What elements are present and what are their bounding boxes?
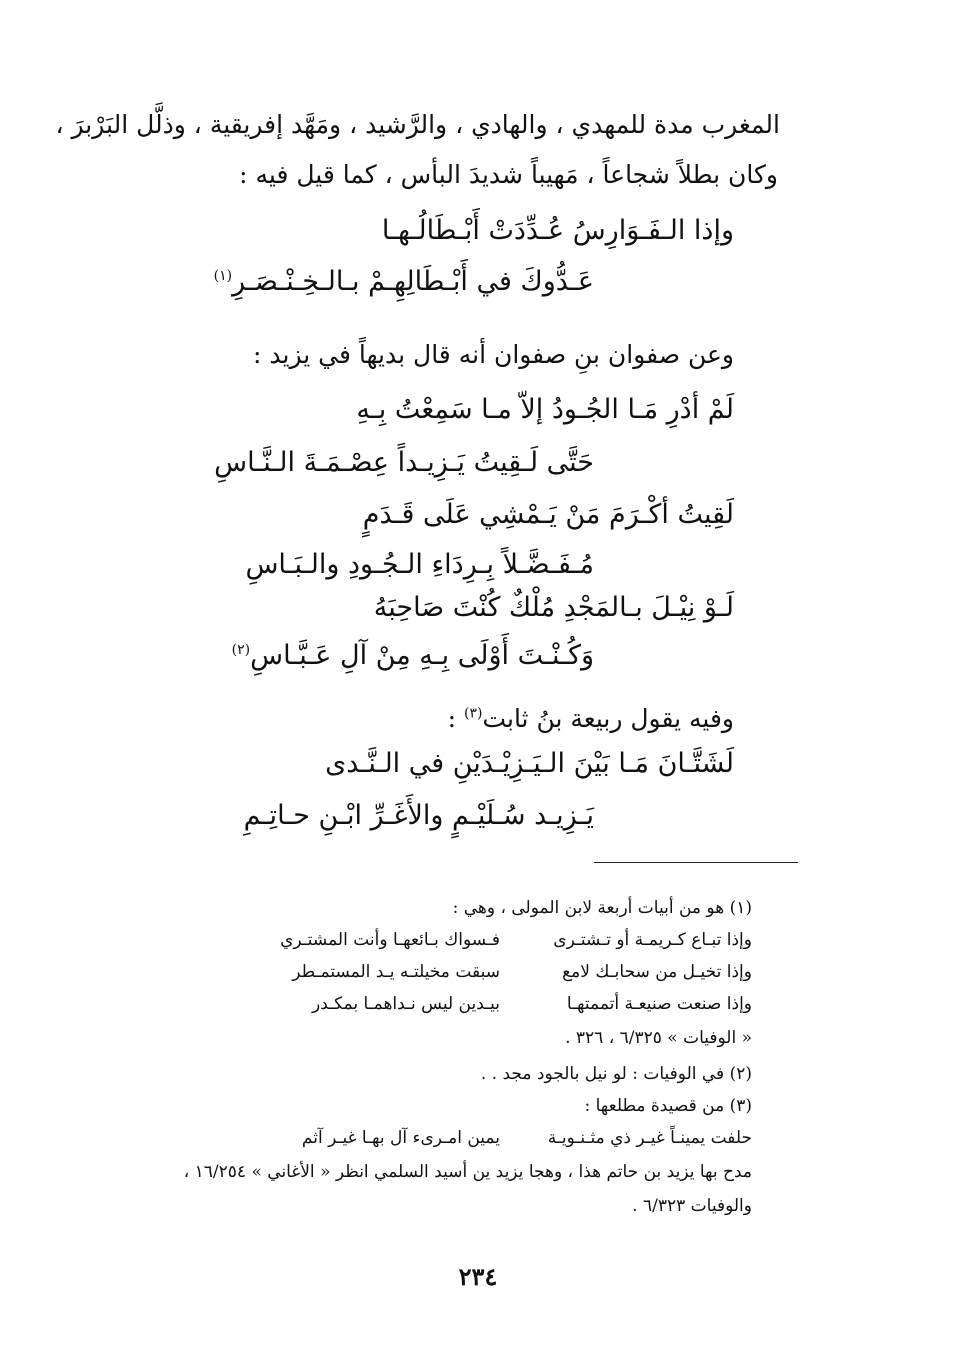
footnote-hemistich: وإذا تخيـل من سحابـك لامع <box>562 962 752 982</box>
paragraph-line: وكان بطلاً شجاعاً ، مَهيباً شديدَ البأس ، كما قيل فيه : <box>239 160 778 189</box>
footnote-verse-row <box>210 962 752 982</box>
footnote-verse-row <box>210 1128 752 1148</box>
footnote-line: « الوفيات » ٦/٣٢٥ ، ٣٢٦ . <box>565 1028 752 1048</box>
paragraph-line: المغرب مدة للمهدي ، والهادي ، والرَّشيد ، ومَهَّد إفريقية ، وذلَّل البَرْبرَ ، <box>55 110 780 139</box>
verse-line: وإذا الـفَـوَارِسُ عُـدِّدَتْ أَبْـطَالُـهـا <box>381 215 734 246</box>
footnote-hemistich: وإذا تبـاع كـريمـة أو تـشتـرى <box>553 930 752 950</box>
footnote-line: والوفيات ٦/٣٢٣ . <box>632 1196 752 1216</box>
verse-text: وَكُـنْـتَ أَوْلَى بِـهِ مِنْ آلِ عَـبَّـاسِ <box>250 640 594 671</box>
page-number: ٢٣٤ <box>458 1262 498 1291</box>
footnote-line: (١) هو من أبيات أربعة لابن المولى ، وهي : <box>452 898 752 918</box>
footnote-hemistich: حلفت يمينـاً غيـر ذي مثـنـويـة <box>547 1128 752 1148</box>
footnote-hemistich: وإذا صنعت صنيعـة أتممتهـا <box>566 994 752 1014</box>
verse-line <box>232 640 594 672</box>
verse-text: عَـدُّوكَ في أَبْـطَالِهِـمْ بـالـخِـنْـصَـرِ <box>232 266 594 297</box>
footnote-line: (٢) في الوفيات : لو نيل بالجود مجد . . <box>480 1064 752 1084</box>
footnote-hemistich: سبقت مخيلتـه يـد المستمـطر <box>292 962 500 982</box>
paragraph-line: وعن صفوان بنِ صفوان أنه قال بديهاً في يزيد : <box>253 340 734 369</box>
footnote-hemistich: فـسواك بـائعهـا وأنت المشتـري <box>280 930 500 950</box>
verse-line: لَمْ أدْرِ مَـا الجُـودُ إلاّ مـا سَمِعْتُ بِـهِ <box>356 394 734 425</box>
footnote-line: مدح بها يزيد بن حاتم هذا ، وهجا يزيد ين أسيد السلمي انظر « الأغاني » ١٦/٢٥٤ ، <box>183 1162 752 1182</box>
verse-line: حَتَّى لَـقِيتُ يَـزِيـداً عِصْـمَـةَ الـنَّـاسِ <box>214 447 594 478</box>
footnote-ref: (٢) <box>231 642 251 658</box>
verse-line: لَقِيتُ أكْـرَمَ مَنْ يَـمْشِي عَلَى قَـدَمٍ <box>362 499 734 530</box>
paragraph-text: : <box>447 704 464 733</box>
paragraph-line <box>448 704 734 734</box>
footnote-verse-row <box>210 930 752 950</box>
paragraph-text: وفيه يقول ربيعة بنُ ثابت <box>482 704 734 733</box>
verse-line: يَـزِيـد سُـلَيْـمٍ والأَغَـرِّ ابْـنِ حـاتِـمِ <box>243 800 594 831</box>
footnote-line: (٣) من قصيدة مطلعها : <box>584 1096 752 1116</box>
verse-line: مُـفَـضَّـلاً بِـرِدَاءِ الـجُـودِ والـبَـاسِ <box>245 549 594 580</box>
verse-line <box>214 266 594 298</box>
verse-line: لَـوْ نِيْـلَ بـالمَجْدِ مُلْكٌ كُنْتَ صَاحِبَهُ <box>373 592 734 623</box>
footnote-separator <box>594 862 798 863</box>
footnote-hemistich: بيـدين ليس نـداهمـا بمكـدر <box>311 994 500 1014</box>
footnote-hemistich: يمين امـرىء آل بهـا غيـر آثم <box>301 1128 500 1148</box>
footnote-verse-row <box>210 994 752 1014</box>
verse-line: لَشَتَّـانَ مَـا بَيْنَ الـيَـزِيْـدَيْنِ في الـنَّـدى <box>325 748 734 779</box>
footnote-ref: (٣) <box>463 705 483 722</box>
footnote-ref: (١) <box>213 268 233 284</box>
